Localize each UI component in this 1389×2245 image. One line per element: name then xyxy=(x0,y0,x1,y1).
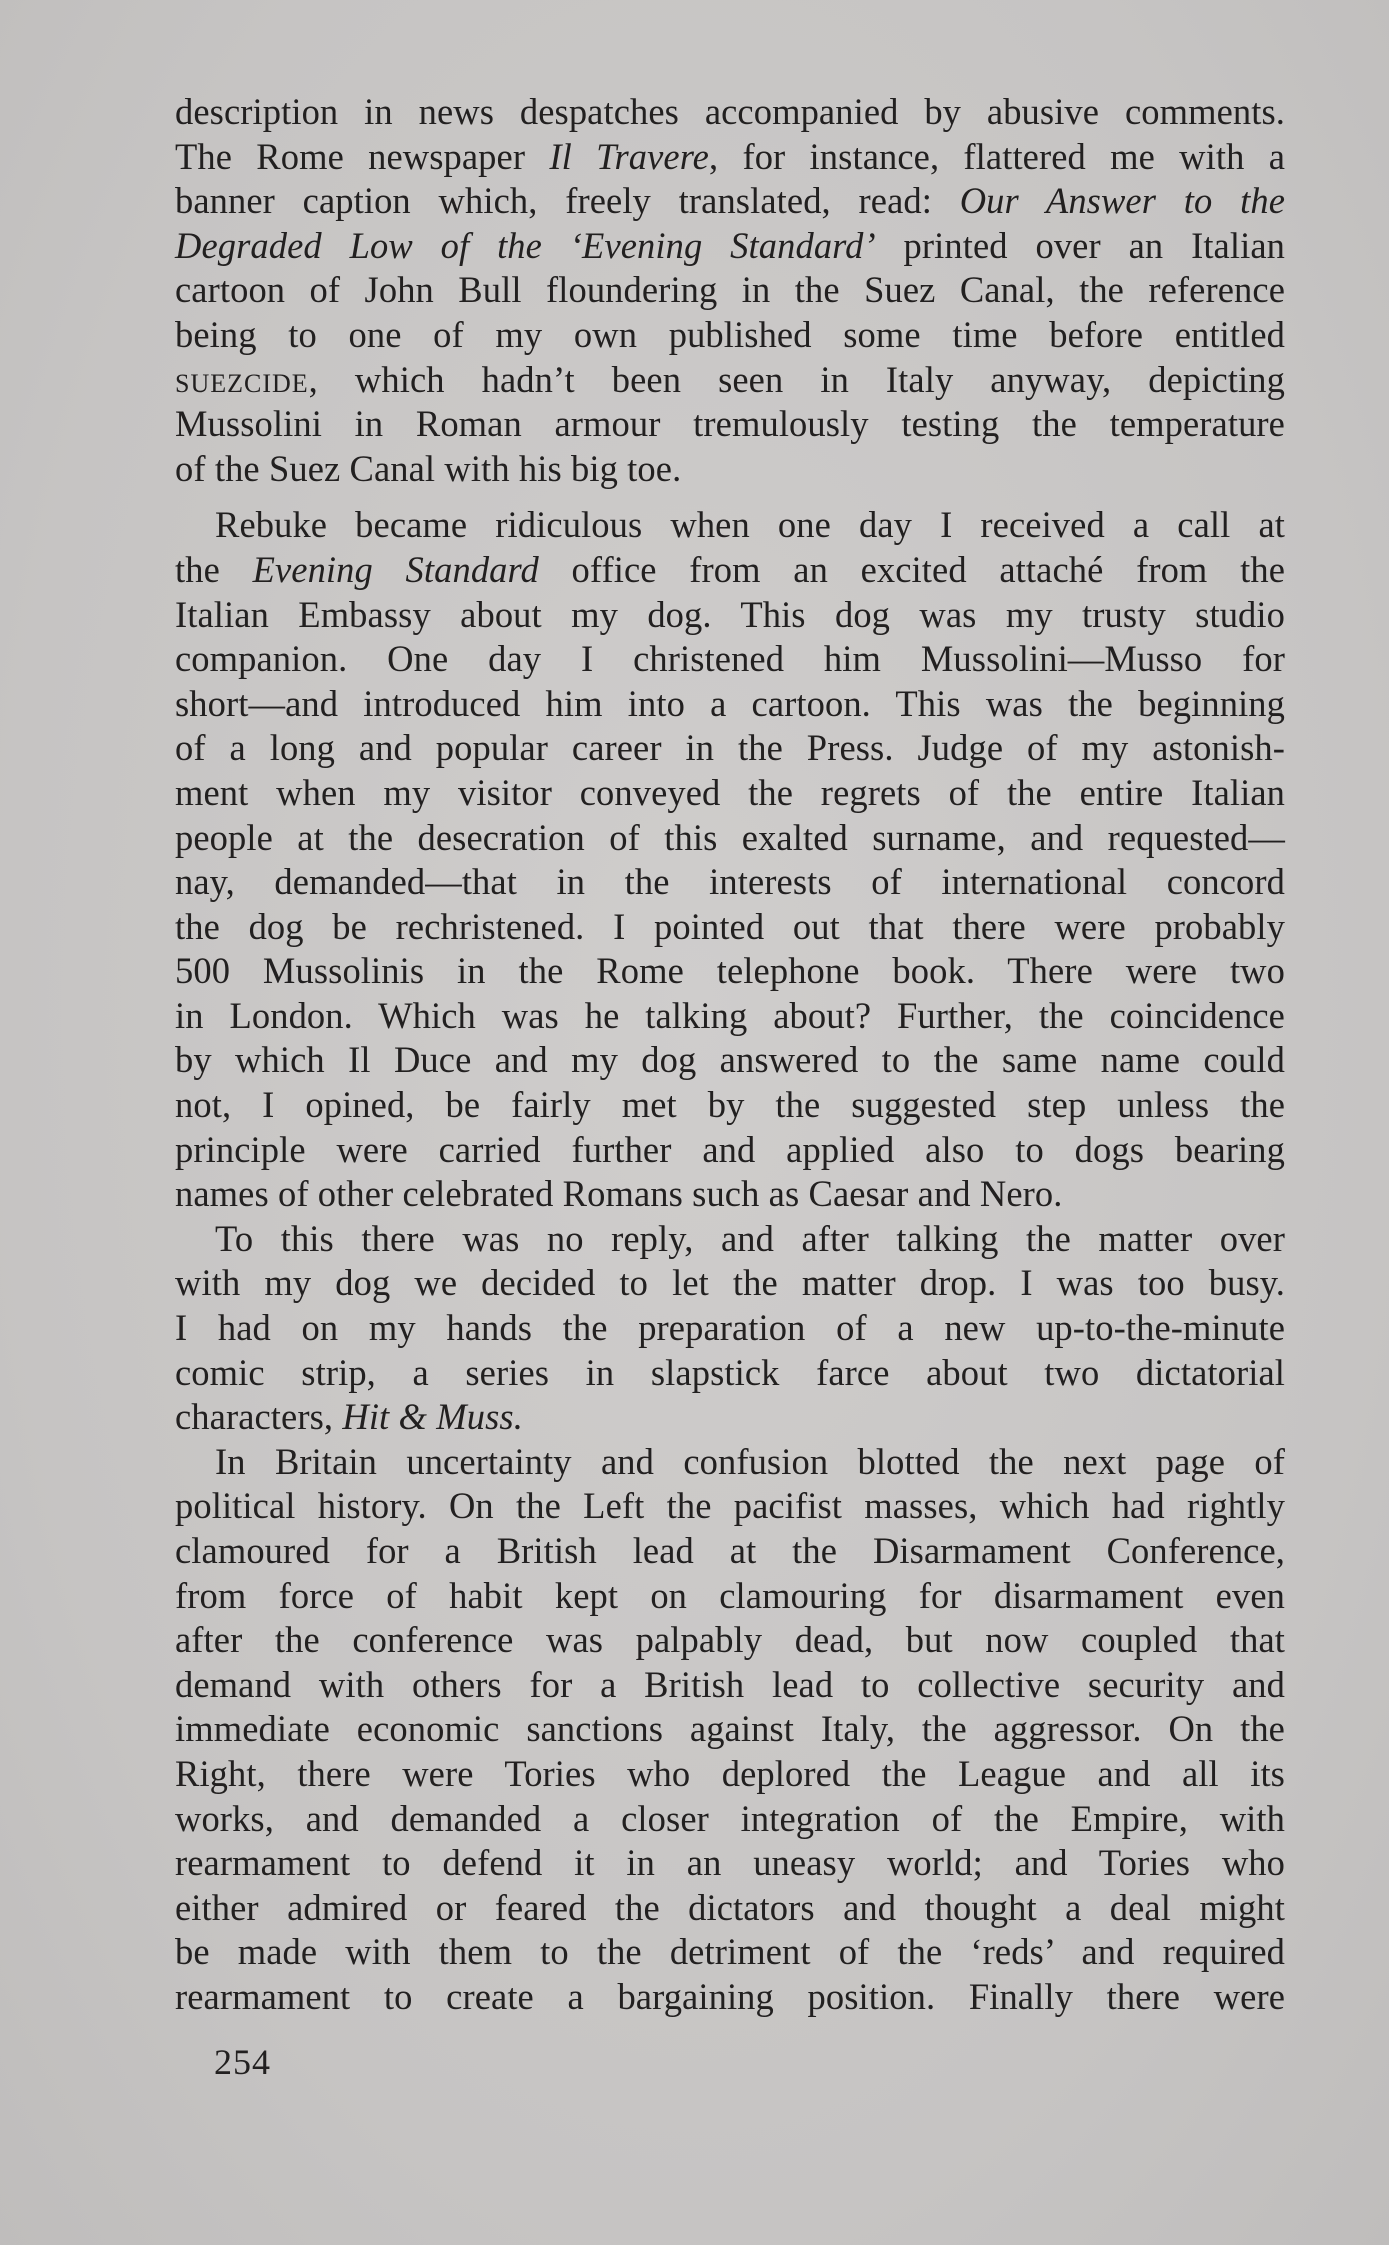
text-line: be made with them to the detriment of the ‘reds’ and required xyxy=(175,1931,1285,1973)
text-line: rearmament to create a bargaining position. Finally there were xyxy=(175,1975,1285,2017)
text-line: ment when my visitor conveyed the regrets of the entire Italian xyxy=(175,771,1285,813)
text-line: the dog be rechristened. I pointed out that there were probably xyxy=(175,905,1285,947)
text-line: companion. One day I christened him Mussolini—Musso for xyxy=(175,638,1285,680)
text-line: being to one of my own published some time before entitled xyxy=(175,313,1285,355)
body-text xyxy=(175,90,1285,2020)
text-line: of a long and popular career in the Press. Judge of my astonish- xyxy=(175,727,1285,769)
text-line: by which Il Duce and my dog answered to the same name could xyxy=(175,1039,1285,1081)
text-line: after the conference was palpably dead, but now coupled that xyxy=(175,1619,1285,1661)
text-line: principle were carried further and applied also to dogs bearing xyxy=(175,1128,1285,1170)
text-line: Rebuke became ridiculous when one day I received a call at xyxy=(215,504,1285,546)
text-line: I had on my hands the preparation of a new up-to-the-minute xyxy=(175,1307,1285,1349)
italic-text: Hit & Muss. xyxy=(342,1396,523,1438)
paragraph xyxy=(175,90,1285,491)
text-line: of the Suez Canal with his big toe. xyxy=(175,447,682,489)
text-line: To this there was no reply, and after talking the matter over xyxy=(215,1217,1285,1259)
text-line: in London. Which was he talking about? Further, the coincidence xyxy=(175,994,1285,1036)
italic-text: Degraded Low of the ‘Evening Standard’ xyxy=(175,224,876,266)
text-line: cartoon of John Bull floundering in the Suez Canal, the reference xyxy=(175,269,1285,311)
text-line: from force of habit kept on clamouring for disarmament even xyxy=(175,1574,1285,1616)
text-line: clamoured for a British lead at the Disarmament Conference, xyxy=(175,1530,1285,1571)
text-line: nay, demanded—that in the interests of international concord xyxy=(175,861,1285,903)
page-number: 254 xyxy=(214,2042,271,2082)
italic-text: Our Answer to the xyxy=(959,180,1285,222)
text-line: description in news despatches accompanied by abusive comments. xyxy=(175,91,1285,132)
text-line: comic strip, a series in slapstick farce about two dictatorial xyxy=(175,1351,1285,1393)
text-line: Mussolini in Roman armour tremulously testing the temperature xyxy=(175,403,1285,445)
text-line: immediate economic sanctions against Italy, the aggressor. On the xyxy=(175,1708,1285,1750)
text-line: people at the desecration of this exalted surname, and requested— xyxy=(175,816,1285,858)
text-line: Italian Embassy about my dog. This dog was my trusty studio xyxy=(175,593,1285,635)
paragraph xyxy=(175,1440,1285,2020)
italic-text: Evening Standard xyxy=(252,548,539,590)
text-line: Right, there were Tories who deplored the League and all its xyxy=(175,1752,1285,1794)
text-line: rearmament to defend it in an uneasy world; and Tories who xyxy=(175,1842,1285,1884)
text-line: banner caption which, freely translated, read: Our Answer to the xyxy=(175,180,1285,222)
text-line: suezcide, which hadn’t been seen in Italy anyway, depicting xyxy=(175,358,1285,400)
small-caps-text: suezcide xyxy=(175,358,309,400)
text-line: short—and introduced him into a cartoon. This was the beginning xyxy=(175,682,1285,724)
paragraph xyxy=(175,503,1285,1217)
text-line: names of other celebrated Romans such as Caesar and Nero. xyxy=(175,1173,1063,1215)
text-line: not, I opined, be fairly met by the suggested step unless the xyxy=(175,1084,1285,1126)
text-line: works, and demanded a closer integration of the Empire, with xyxy=(175,1797,1285,1839)
italic-text: Il Travere xyxy=(549,135,709,177)
text-line: Degraded Low of the ‘Evening Standard’ printed over an Italian xyxy=(175,224,1285,266)
text-line: the Evening Standard office from an excited attaché from the xyxy=(175,548,1285,590)
text-line: demand with others for a British lead to collective security and xyxy=(175,1663,1285,1705)
text-line: either admired or feared the dictators and thought a deal might xyxy=(175,1886,1285,1928)
text-line: In Britain uncertainty and confusion blotted the next page of xyxy=(215,1440,1285,1482)
text-line: The Rome newspaper Il Travere, for instance, flattered me with a xyxy=(175,135,1286,177)
text-line: characters, Hit & Muss. xyxy=(175,1396,523,1438)
paragraph xyxy=(175,1217,1285,1440)
paragraph-gap xyxy=(175,491,1285,503)
text-line: with my dog we decided to let the matter drop. I was too busy. xyxy=(175,1262,1285,1304)
text-line: 500 Mussolinis in the Rome telephone book. There were two xyxy=(175,950,1285,992)
text-line: political history. On the Left the pacifist masses, which had rightly xyxy=(175,1485,1285,1527)
